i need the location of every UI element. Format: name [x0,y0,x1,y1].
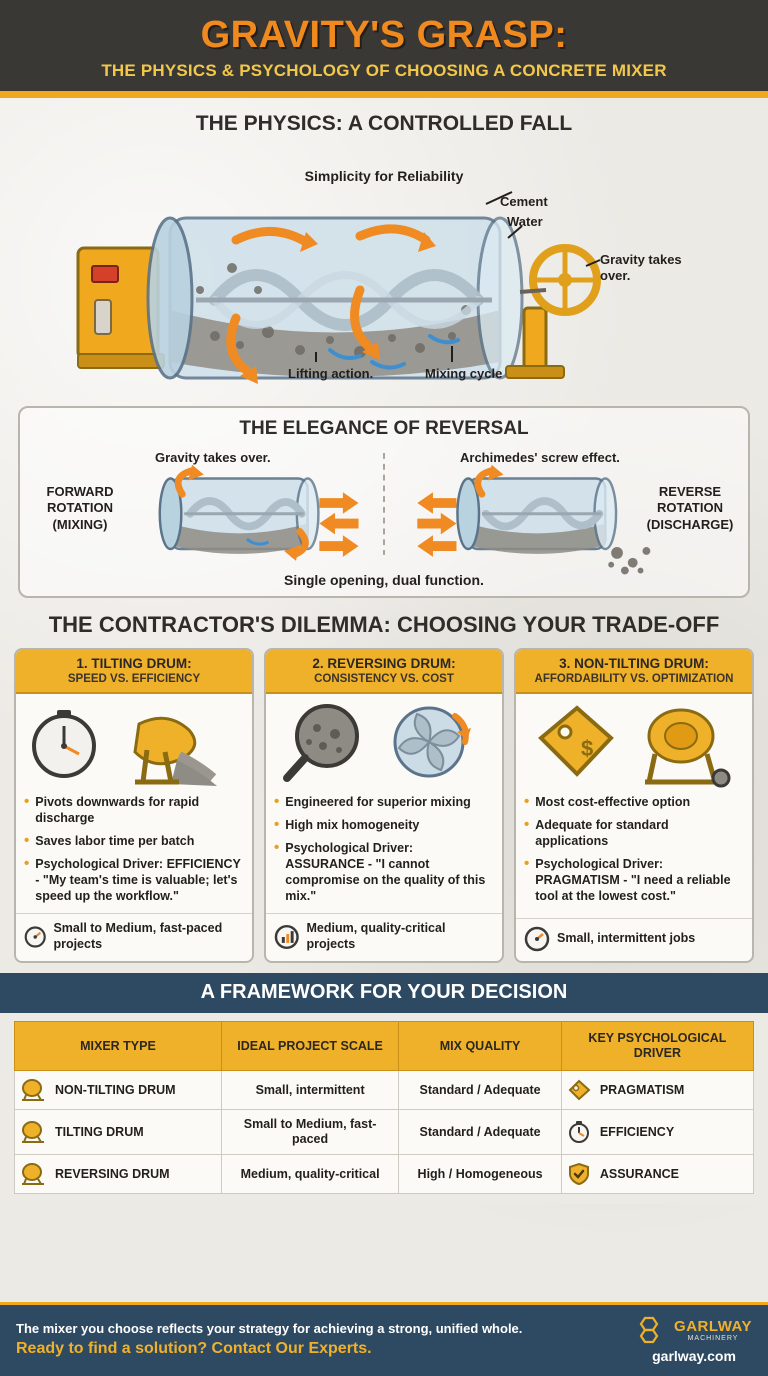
card-3-bullets [516,790,752,913]
driver-label: EFFICIENCY [599,1124,675,1139]
card-2-art [266,694,502,790]
bullet [24,833,244,849]
bullet-dot: • [274,793,280,810]
card-2-subheading: CONSISTENCY VS. COST [314,673,454,685]
header-divider [0,91,768,98]
body [0,98,768,1302]
col-mixer-type: MIXER TYPE [15,1022,222,1071]
cell-mixer-type [15,1155,222,1194]
card-1-art [16,694,252,790]
price-tag-icon [567,1078,593,1102]
caption-mixing-cycle: Mixing cycle [425,366,503,381]
reversal-title: THE ELEGANCE OF REVERSAL [239,418,529,439]
page-subtitle: THE PHYSICS & PSYCHOLOGY OF CHOOSING A CONCRETE MIXER [101,61,667,80]
brand-url[interactable]: garlway.com [652,1348,736,1364]
page-title: GRAVITY'S GRASP: [200,14,568,56]
cell-driver [561,1155,753,1194]
driver-label: ASSURANCE [599,1166,680,1181]
bullet [24,794,244,826]
cell-quality: High / Homogeneous [399,1155,562,1194]
bullet-dot: • [24,832,30,849]
bullet [524,794,744,810]
card-3-art [516,694,752,790]
brand-block[interactable] [636,1315,752,1364]
mixer-type-label: REVERSING DRUM [55,1166,170,1181]
physics-title: THE PHYSICS: A CONTROLLED FALL [195,112,573,135]
footer-cta[interactable]: Ready to find a solution? Contact Our Experts. [16,1340,372,1357]
bullet [274,817,494,833]
cell-driver [561,1110,753,1155]
framework-band [0,973,768,1013]
magnifier-icon [287,706,357,778]
bullet-dot: • [274,816,280,833]
card-3-heading: 3. NON-TILTING DRUM: [559,656,709,671]
header [0,0,768,91]
physics-illustration [0,140,768,400]
table-row [15,1155,754,1194]
caption-water: Water [507,214,543,229]
non-tilting-mixer-icon [645,710,729,786]
bullet-dot: • [524,793,530,810]
bullet [274,840,494,904]
framework-title: A FRAMEWORK FOR YOUR DECISION [200,981,568,1004]
mixer-icon [20,1120,48,1144]
brand-subtitle: MACHINERY [687,1335,739,1342]
col-mix-quality: MIX QUALITY [399,1022,562,1071]
reversing-blades-icon [395,708,471,776]
bullet-dot: • [24,855,30,872]
card-1-bullets [16,790,252,913]
table-row [15,1071,754,1110]
reversal-right-caption: Archimedes' screw effect. [460,450,620,465]
caption-gravity: Gravity takes over. [600,252,682,284]
stopwatch-icon [567,1120,593,1144]
tilting-mixer-icon [135,718,217,786]
reversal-diagram [20,408,748,596]
table-header-row [15,1022,754,1071]
reversal-footer: Single opening, dual function. [284,572,484,588]
framework-table [14,1021,754,1194]
mixer-icon [20,1162,48,1186]
bullet-text: Psychological Driver: ASSURANCE - "I cannot compromise on the quality of this mix." [285,841,486,903]
cell-mixer-type [15,1071,222,1110]
cell-quality: Standard / Adequate [399,1110,562,1155]
footer [0,1302,768,1376]
shield-check-icon [567,1162,593,1186]
card-3-footer-text: Small, intermittent jobs [557,931,696,946]
caption-simplicity: Simplicity for Reliability [304,168,464,184]
mixer-type-label: NON-TILTING DRUM [55,1082,176,1097]
card-1-footer [16,913,252,961]
bullet-text: Adequate for standard applications [535,818,669,848]
trade-off-cards [0,642,768,963]
cell-mixer-type [15,1110,222,1155]
bullet [524,856,744,904]
bullet-text: Pivots downwards for rapid discharge [35,795,200,825]
card-1-subheading: SPEED VS. EFFICIENCY [67,673,201,685]
card-1-header [16,650,252,694]
card-non-tilting-drum[interactable] [514,648,754,963]
cell-scale: Small, intermittent [221,1071,398,1110]
cell-scale: Small to Medium, fast-paced [221,1110,398,1155]
stopwatch-icon [34,710,94,776]
table-row [15,1110,754,1155]
reversal-right-label: REVERSE ROTATION (DISCHARGE) [646,484,734,532]
caption-cement: Cement [500,194,548,209]
bullet-dot: • [24,793,30,810]
brand-name: GARLWAY [674,1318,752,1335]
card-2-bullets [266,790,502,913]
bullet-text: Psychological Driver: PRAGMATISM - "I need a reliable tool at the lowest cost." [535,857,731,903]
bullet [24,856,244,904]
card-2-footer [266,913,502,961]
col-project-scale: IDEAL PROJECT SCALE [221,1022,398,1071]
card-3-header [516,650,752,694]
mixer-icon [20,1078,48,1102]
footer-text [16,1321,522,1358]
footer-line-1: The mixer you choose reflects your strategy for achieving a strong, unified whole. [16,1321,523,1336]
card-3-footer [516,918,752,961]
bullet-text: Psychological Driver: EFFICIENCY - "My team's time is valuable; let's speed up the workflow." [35,857,241,903]
card-1-heading: 1. TILTING DRUM: [76,656,192,671]
card-reversing-drum[interactable] [264,648,504,963]
mixer-type-label: TILTING DRUM [55,1124,144,1139]
garlway-logo-icon [636,1315,666,1345]
bullet-text: Engineered for superior mixing [285,795,471,809]
card-2-footer-text: Medium, quality-critical projects [306,921,446,951]
bullet-text: Saves labor time per batch [35,834,195,848]
bullet [274,794,494,810]
card-2-header [266,650,502,694]
card-3-subheading: AFFORDABILITY VS. OPTIMIZATION [534,673,734,685]
bullet-dot: • [524,816,530,833]
caption-lifting-action: Lifting action. [288,366,374,381]
dilemma-title: THE CONTRACTOR'S DILEMMA: CHOOSING YOUR TRADE-OFF [48,612,720,637]
col-psych-driver: KEY PSYCHOLOGICAL DRIVER [561,1022,753,1071]
reversal-panel [18,406,750,598]
price-tag-icon [541,708,611,774]
card-2-heading: 2. REVERSING DRUM: [312,656,456,671]
cell-driver [561,1071,753,1110]
card-1-footer-text: Small to Medium, fast-paced projects [53,921,223,951]
reversal-left-caption: Gravity takes over. [155,450,271,465]
speedometer-icon [24,924,46,950]
cell-scale: Medium, quality-critical [221,1155,398,1194]
bullet-dot: • [524,855,530,872]
svg-text:$: $ [581,736,594,761]
bullet [524,817,744,849]
framework-table-wrap [0,1013,768,1204]
cell-quality: Standard / Adequate [399,1071,562,1110]
bullet-text: High mix homogeneity [285,818,420,832]
speedometer-icon [524,926,550,952]
bullet-text: Most cost-effective option [535,795,691,809]
driver-label: PRAGMATISM [599,1082,685,1097]
card-tilting-drum[interactable] [14,648,254,963]
bar-chart-icon [274,924,300,950]
bullet-dot: • [274,839,280,856]
reversal-left-label: FORWARD ROTATION (MIXING) [46,484,114,532]
